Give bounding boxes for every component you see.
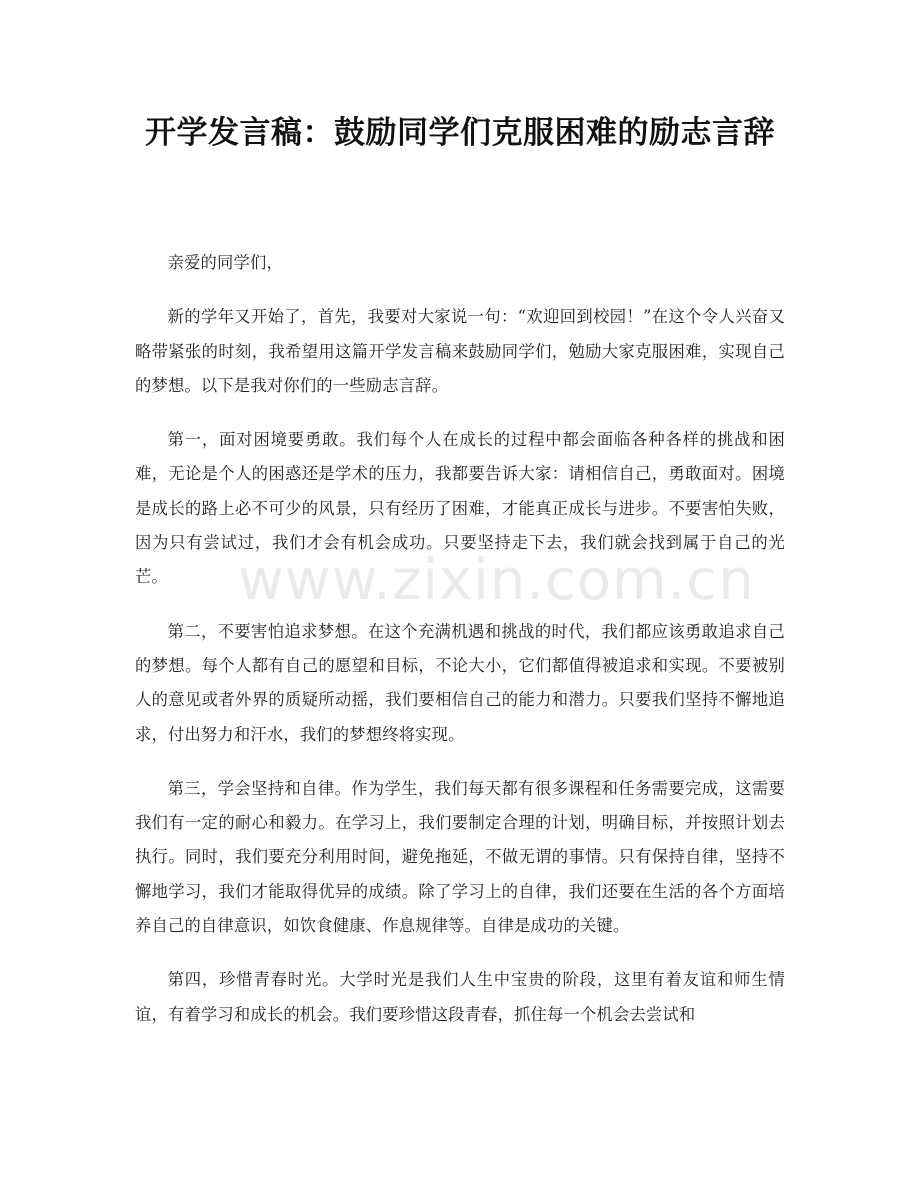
paragraph-point-2: 第二，不要害怕追求梦想。在这个充满机遇和挑战的时代，我们都应该勇敢追求自己的梦想。每个人都有自己的愿望和目标，不论大小，它们都值得被追求和实现。不要被别人的意见或者外界的质疑所动摇，我们要相信自己的能力和潜力。只要我们坚持不懈地追求，付出努力和汗水，我们的梦想终将实现。 [135, 621, 785, 744]
watermark: www.zixin.com.cn [238, 548, 755, 613]
document-body [135, 246, 785, 1052]
paragraph-point-1: 第一，面对困境要勇敢。我们每个人在成长的过程中都会面临各种各样的挑战和困难，无论是个人的困惑还是学术的压力，我都要告诉大家：请相信自己，勇敢面对。困境是成长的路上必不可少的风景，只有经历了困难，才能真正成长与进步。不要害怕失败，因为只有尝试过，我们才会有机会成功。只要坚持走下去，我们就会找到属于自己的光芒。 [135, 430, 785, 587]
paragraph-intro: 新的学年又开始了，首先，我要对大家说一句：“欢迎回到校园！”在这个令人兴奋又略带紧张的时刻，我希望用这篇开学发言稿来鼓励同学们，勉励大家克服困难，实现自己的梦想。以下是我对你们的一些励志言辞。 [135, 307, 785, 395]
paragraph-point-3: 第三，学会坚持和自律。作为学生，我们每天都有很多课程和任务需要完成，这需要我们有一定的耐心和毅力。在学习上，我们要制定合理的计划，明确目标，并按照计划去执行。同时，我们要充分利用时间，避免拖延，不做无谓的事情。只有保持自律，坚持不懈地学习，我们才能取得优异的成绩。除了学习上的自律，我们还要在生活的各个方面培养自己的自律意识，如饮食健康、作息规律等。自律是成功的关键。 [135, 778, 785, 936]
document-title: 开学发言稿：鼓励同学们克服困难的励志言辞 [145, 115, 775, 151]
paragraph-greeting: 亲爱的同学们， [167, 253, 283, 272]
paragraph-point-4: 第四，珍惜青春时光。大学时光是我们人生中宝贵的阶段，这里有着友谊和师生情谊，有着学习和成长的机会。我们要珍惜这段青春，抓住每一个机会去尝试和 [135, 970, 785, 1024]
